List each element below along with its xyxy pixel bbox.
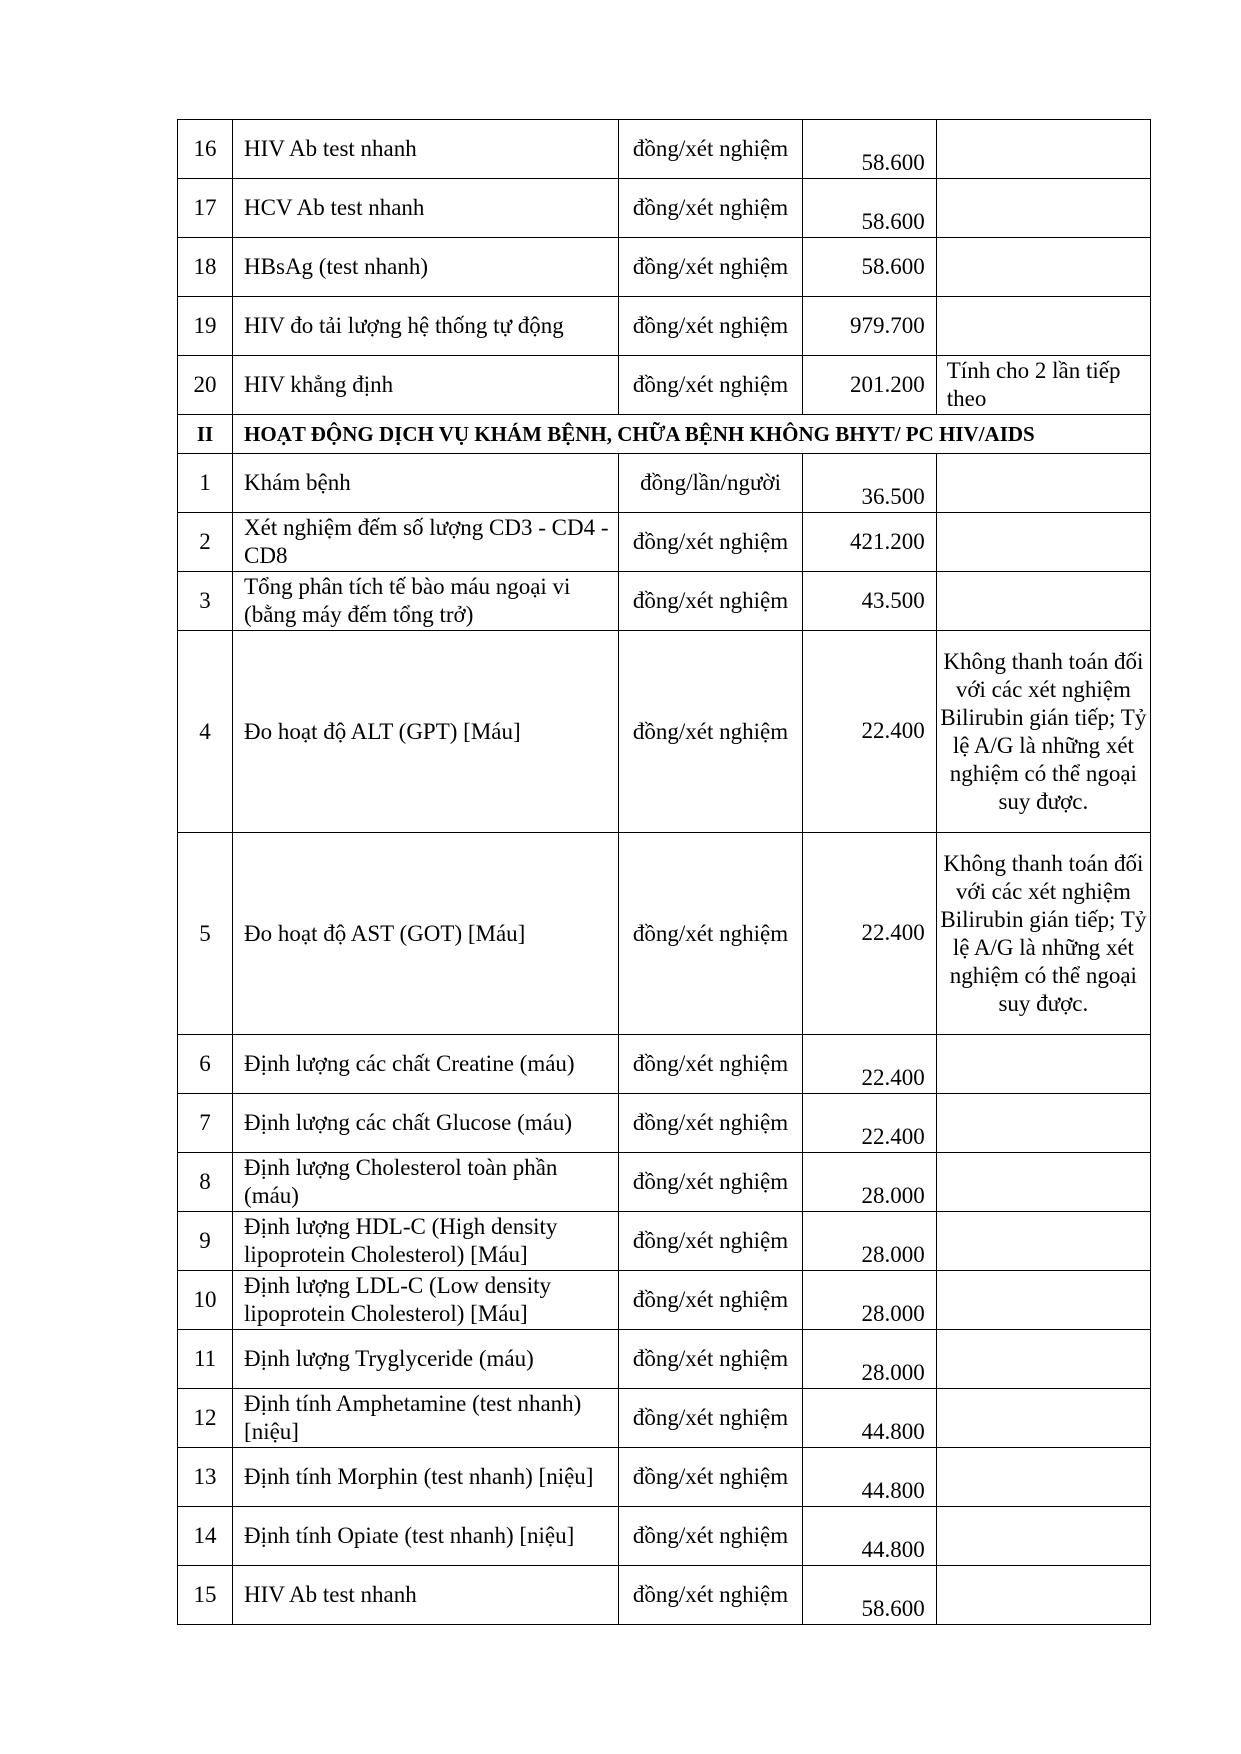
price: 28.000: [802, 1153, 936, 1212]
row-number: 6: [178, 1035, 233, 1094]
unit: đồng/xét nghiệm: [619, 1507, 802, 1566]
service-name: HIV đo tải lượng hệ thống tự động: [233, 297, 619, 356]
price: 421.200: [802, 513, 936, 572]
row-number: 18: [178, 238, 233, 297]
unit: đồng/xét nghiệm: [619, 1094, 802, 1153]
row-number: 17: [178, 179, 233, 238]
note: [936, 1507, 1150, 1566]
price: 58.600: [802, 179, 936, 238]
unit: đồng/xét nghiệm: [619, 1271, 802, 1330]
note: [936, 1389, 1150, 1448]
row-number: 19: [178, 297, 233, 356]
section-heading-row: [178, 415, 1151, 454]
price: 36.500: [802, 454, 936, 513]
service-name: Đo hoạt độ AST (GOT) [Máu]: [233, 833, 619, 1035]
table-row: [178, 631, 1151, 833]
note: Không thanh toán đối với các xét nghiệm Bilirubin gián tiếp; Tỷ lệ A/G là những xét nghiệm có thể ngoại suy được.: [936, 833, 1150, 1035]
unit: đồng/xét nghiệm: [619, 631, 802, 833]
note: [936, 238, 1150, 297]
note: [936, 1094, 1150, 1153]
table-row: [178, 356, 1151, 415]
note: Không thanh toán đối với các xét nghiệm Bilirubin gián tiếp; Tỷ lệ A/G là những xét nghiệm có thể ngoại suy được.: [936, 631, 1150, 833]
price: 979.700: [802, 297, 936, 356]
price: 44.800: [802, 1507, 936, 1566]
service-name: Tổng phân tích tế bào máu ngoại vi (bằng máy đếm tổng trở): [233, 572, 619, 631]
table-row: [178, 179, 1151, 238]
service-name: HIV khẳng định: [233, 356, 619, 415]
table-row: [178, 1448, 1151, 1507]
row-number: 7: [178, 1094, 233, 1153]
table-row: [178, 454, 1151, 513]
row-number: 1: [178, 454, 233, 513]
unit: đồng/xét nghiệm: [619, 833, 802, 1035]
row-number: 3: [178, 572, 233, 631]
row-number: 12: [178, 1389, 233, 1448]
service-name: HIV Ab test nhanh: [233, 120, 619, 179]
unit: đồng/xét nghiệm: [619, 120, 802, 179]
table-row: [178, 1330, 1151, 1389]
table-row: [178, 297, 1151, 356]
table-row: [178, 1094, 1151, 1153]
note: [936, 1448, 1150, 1507]
service-name: Định lượng Cholesterol toàn phần (máu): [233, 1153, 619, 1212]
note: [936, 120, 1150, 179]
price: 22.400: [802, 1094, 936, 1153]
table-row: [178, 1212, 1151, 1271]
service-name: Đo hoạt độ ALT (GPT) [Máu]: [233, 631, 619, 833]
note: [936, 572, 1150, 631]
table-row: [178, 238, 1151, 297]
note: [936, 1271, 1150, 1330]
row-number: 14: [178, 1507, 233, 1566]
note: [936, 454, 1150, 513]
price: 201.200: [802, 356, 936, 415]
unit: đồng/xét nghiệm: [619, 1389, 802, 1448]
service-name: Định tính Opiate (test nhanh) [niệu]: [233, 1507, 619, 1566]
service-name: Định lượng HDL-C (High density lipoprotein Cholesterol) [Máu]: [233, 1212, 619, 1271]
note: [936, 1330, 1150, 1389]
price: 43.500: [802, 572, 936, 631]
unit: đồng/xét nghiệm: [619, 297, 802, 356]
note: [936, 1035, 1150, 1094]
unit: đồng/xét nghiệm: [619, 1566, 802, 1625]
note: [936, 1566, 1150, 1625]
note: [936, 297, 1150, 356]
row-number: 2: [178, 513, 233, 572]
price: 22.400: [802, 833, 936, 1035]
row-number: 13: [178, 1448, 233, 1507]
unit: đồng/xét nghiệm: [619, 179, 802, 238]
service-name: HBsAg (test nhanh): [233, 238, 619, 297]
service-name: Định lượng các chất Glucose (máu): [233, 1094, 619, 1153]
unit: đồng/xét nghiệm: [619, 1448, 802, 1507]
service-name: HCV Ab test nhanh: [233, 179, 619, 238]
row-number: 4: [178, 631, 233, 833]
price: 22.400: [802, 631, 936, 833]
table-row: [178, 1507, 1151, 1566]
price: 44.800: [802, 1448, 936, 1507]
unit: đồng/xét nghiệm: [619, 356, 802, 415]
service-name: Định lượng LDL-C (Low density lipoprotein Cholesterol) [Máu]: [233, 1271, 619, 1330]
unit: đồng/xét nghiệm: [619, 238, 802, 297]
row-number: 10: [178, 1271, 233, 1330]
price: 28.000: [802, 1212, 936, 1271]
table-row: [178, 572, 1151, 631]
price: 58.600: [802, 238, 936, 297]
table-row: [178, 1389, 1151, 1448]
table-row: [178, 1035, 1151, 1094]
price: 28.000: [802, 1330, 936, 1389]
note: Tính cho 2 lần tiếp theo: [936, 356, 1150, 415]
note: [936, 179, 1150, 238]
fee-table: [177, 119, 1151, 1625]
row-number: 16: [178, 120, 233, 179]
service-name: HIV Ab test nhanh: [233, 1566, 619, 1625]
row-number: 5: [178, 833, 233, 1035]
table-row: [178, 120, 1151, 179]
row-number: 8: [178, 1153, 233, 1212]
row-number: 11: [178, 1330, 233, 1389]
unit: đồng/xét nghiệm: [619, 572, 802, 631]
section-title: HOẠT ĐỘNG DỊCH VỤ KHÁM BỆNH, CHỮA BỆNH KHÔNG BHYT/ PC HIV/AIDS: [233, 415, 1151, 454]
note: [936, 1212, 1150, 1271]
table-row: [178, 513, 1151, 572]
row-number: 15: [178, 1566, 233, 1625]
table-row: [178, 833, 1151, 1035]
unit: đồng/xét nghiệm: [619, 1330, 802, 1389]
unit: đồng/xét nghiệm: [619, 513, 802, 572]
service-name: Xét nghiệm đếm số lượng CD3 - CD4 - CD8: [233, 513, 619, 572]
table-row: [178, 1153, 1151, 1212]
unit: đồng/lần/người: [619, 454, 802, 513]
unit: đồng/xét nghiệm: [619, 1153, 802, 1212]
price: 28.000: [802, 1271, 936, 1330]
note: [936, 1153, 1150, 1212]
service-name: Định tính Morphin (test nhanh) [niệu]: [233, 1448, 619, 1507]
table-row: [178, 1271, 1151, 1330]
service-name: Định lượng các chất Creatine (máu): [233, 1035, 619, 1094]
row-number: 20: [178, 356, 233, 415]
section-number: II: [178, 415, 233, 454]
service-name: Khám bệnh: [233, 454, 619, 513]
table-row: [178, 1566, 1151, 1625]
unit: đồng/xét nghiệm: [619, 1035, 802, 1094]
price: 58.600: [802, 1566, 936, 1625]
price: 58.600: [802, 120, 936, 179]
price: 22.400: [802, 1035, 936, 1094]
service-name: Định tính Amphetamine (test nhanh) [niệu]: [233, 1389, 619, 1448]
row-number: 9: [178, 1212, 233, 1271]
service-name: Định lượng Tryglyceride (máu): [233, 1330, 619, 1389]
note: [936, 513, 1150, 572]
price: 44.800: [802, 1389, 936, 1448]
unit: đồng/xét nghiệm: [619, 1212, 802, 1271]
